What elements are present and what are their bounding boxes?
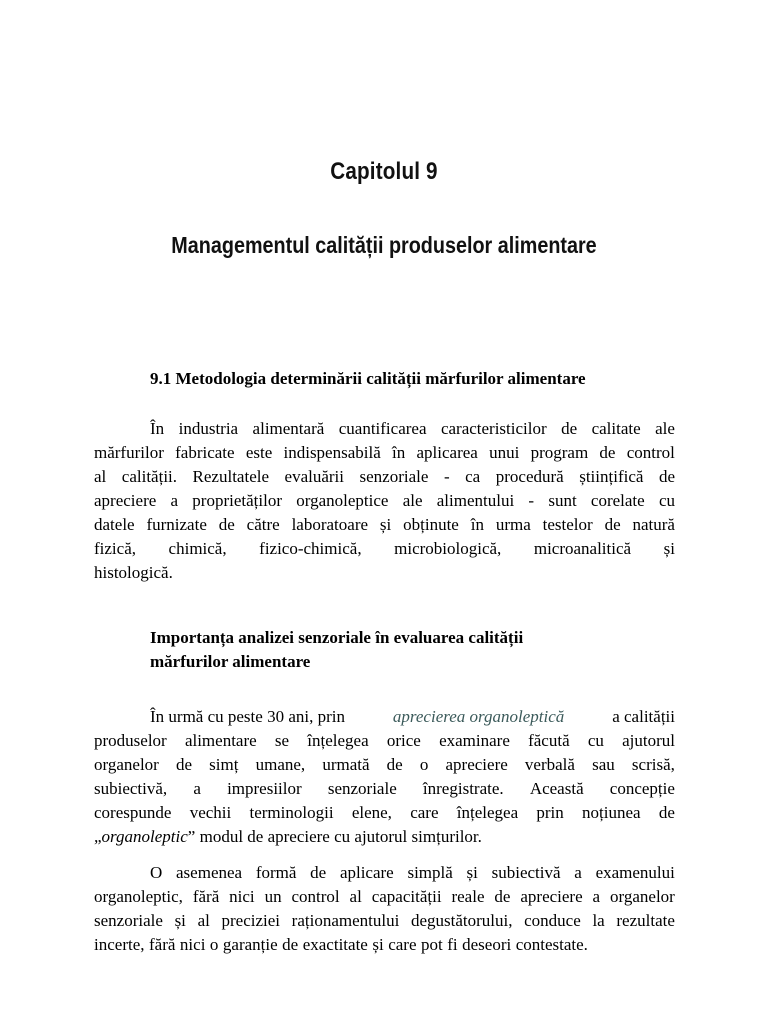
word: concepție — [609, 779, 675, 798]
paragraph-simple-form — [94, 861, 675, 957]
paragraph-line — [94, 729, 675, 753]
word: ajutorul — [622, 731, 675, 750]
paragraph-line — [94, 513, 675, 537]
word: prin — [536, 803, 564, 822]
paragraph-line — [94, 561, 675, 585]
word: și — [379, 515, 392, 534]
word: În — [150, 419, 165, 438]
word: fizico-chimică, — [259, 539, 362, 558]
word: capacității — [371, 887, 442, 906]
word: și — [466, 863, 478, 882]
word: de — [175, 755, 193, 774]
word: unui — [489, 443, 520, 462]
word: înțelegea — [456, 803, 519, 822]
word: științifică — [579, 467, 644, 486]
paragraph-line — [94, 705, 675, 729]
paragraph-line — [94, 441, 675, 465]
paragraph-line — [94, 861, 675, 885]
word: și — [174, 911, 186, 930]
word: examenului — [595, 863, 675, 882]
word: evaluării — [284, 467, 344, 486]
word: microbiologică, — [394, 539, 502, 558]
word: nici — [229, 887, 255, 906]
word: se — [274, 731, 290, 750]
word: alimentară — [252, 419, 325, 438]
word: senzoriale — [327, 779, 397, 798]
word: microanalitică — [533, 539, 632, 558]
word: apreciere — [445, 755, 508, 774]
word: subiectivă, — [94, 779, 168, 798]
word: de — [310, 863, 327, 882]
word: al — [94, 467, 107, 486]
word: obținute — [403, 515, 459, 534]
word: organoleptic, — [94, 887, 183, 906]
word: - — [443, 467, 450, 486]
word: cu — [658, 491, 675, 510]
chapter-label: Capitolul 9 — [330, 158, 438, 185]
text-segment: În urmă cu peste 30 ani, prin — [150, 707, 345, 726]
word: simplă — [407, 863, 453, 882]
word: incerte, — [94, 935, 145, 954]
word: apreciere — [94, 491, 157, 510]
word: Rezultatele — [192, 467, 270, 486]
word: de — [218, 515, 235, 534]
word: organelor — [94, 755, 159, 774]
word: pot — [421, 935, 443, 954]
word: urmată — [322, 755, 370, 774]
word: făcută — [528, 731, 570, 750]
word: senzoriale — [359, 467, 429, 486]
emphasis-term: organoleptic — [101, 827, 188, 846]
word: este — [245, 443, 273, 462]
word: indispensabilă — [283, 443, 381, 462]
word: a — [193, 779, 201, 798]
word: fabricate — [175, 443, 235, 462]
paragraph-line — [94, 885, 675, 909]
word: datele — [94, 515, 135, 534]
word: verbală — [524, 755, 575, 774]
word: reale — [451, 887, 485, 906]
paragraph-line — [94, 465, 675, 489]
word: Această — [529, 779, 584, 798]
word: contestate. — [515, 935, 588, 954]
word: alimentului — [436, 491, 515, 510]
paragraph-line — [94, 753, 675, 777]
word: deseori — [462, 935, 512, 954]
word: formă — [255, 863, 297, 882]
word: cuantificarea — [338, 419, 427, 438]
paragraph-line — [94, 489, 675, 513]
section-heading: 9.1 Metodologia determinării calității mărfurilor alimentare — [150, 369, 586, 388]
word: înregistrate. — [422, 779, 504, 798]
paragraph-line — [94, 801, 675, 825]
word: raționamentului — [291, 911, 400, 930]
subheading-line-1: Importanța analizei senzoriale în evaluarea calității — [150, 628, 524, 647]
paragraph-line — [94, 417, 675, 441]
word: a — [574, 863, 582, 882]
open-quote: „ — [94, 827, 102, 846]
word: a — [170, 491, 179, 510]
word: de — [561, 419, 578, 438]
word: al — [349, 887, 362, 906]
word: de — [658, 467, 675, 486]
word: fi — [447, 935, 458, 954]
word: calității. — [121, 467, 178, 486]
paragraph-line — [94, 909, 675, 933]
word: examinare — [439, 731, 510, 750]
word: laboratoare — [291, 515, 369, 534]
word: o — [419, 755, 429, 774]
word: preciziei — [221, 911, 281, 930]
word: rezultate — [616, 911, 675, 930]
word: către — [246, 515, 280, 534]
word: subiectivă — [491, 863, 561, 882]
word: ale — [402, 491, 423, 510]
word: înțelegea — [307, 731, 369, 750]
word: natură — [632, 515, 675, 534]
word: o — [209, 935, 219, 954]
word: control — [626, 443, 675, 462]
text-segment: a calității — [612, 707, 675, 726]
word: O — [150, 863, 163, 882]
word: asemenea — [176, 863, 243, 882]
word: orice — [386, 731, 421, 750]
word: senzoriale — [94, 911, 163, 930]
word: conduce — [524, 911, 581, 930]
word: apreciere — [520, 887, 583, 906]
word: și — [372, 935, 384, 954]
word: simț — [209, 755, 239, 774]
word: alimentare — [184, 731, 257, 750]
word: produselor — [94, 731, 167, 750]
word: exactitate — [302, 935, 368, 954]
word: umane, — [255, 755, 306, 774]
word: al — [197, 911, 210, 930]
word: la — [592, 911, 605, 930]
word: de — [282, 935, 299, 954]
word: terminologii — [249, 803, 334, 822]
word: nici — [179, 935, 206, 954]
word: degustătorului, — [410, 911, 513, 930]
word: chimică, — [168, 539, 227, 558]
paragraph-intro — [94, 417, 675, 585]
paragraph-organoleptic-history — [94, 705, 675, 849]
word: vechii — [189, 803, 232, 822]
word: scrisă, — [631, 755, 675, 774]
word: sau — [592, 755, 615, 774]
word: de — [658, 803, 675, 822]
word: un — [264, 887, 282, 906]
word: testelor — [542, 515, 593, 534]
word: organelor — [610, 887, 675, 906]
emphasis-term: aprecierea organoleptică — [392, 707, 565, 726]
word: de — [599, 443, 616, 462]
word: organoleptice — [296, 491, 389, 510]
word: aplicare — [339, 863, 394, 882]
word: de — [386, 755, 403, 774]
text-segment: ” modul de apreciere cu ajutorul simțurilor. — [187, 827, 482, 846]
word: urma — [495, 515, 531, 534]
word: noțiunea — [582, 803, 641, 822]
word: sunt — [548, 491, 577, 510]
word: cu — [587, 731, 604, 750]
word: și — [663, 539, 675, 558]
word: de — [494, 887, 511, 906]
word: calitate — [591, 419, 641, 438]
word: - — [528, 491, 535, 510]
word: proprietăților — [192, 491, 282, 510]
word: aplicarea — [416, 443, 478, 462]
word: furnizate — [146, 515, 207, 534]
subheading-line-2: mărfurilor alimentare — [150, 652, 311, 671]
word: garanție — [222, 935, 278, 954]
word: care — [388, 935, 417, 954]
word: ale — [655, 419, 675, 438]
word: corelate — [590, 491, 645, 510]
word: ca — [465, 467, 481, 486]
word: impresiilor — [227, 779, 302, 798]
word: corespunde — [94, 803, 172, 822]
paragraph-line — [94, 933, 675, 957]
word: în — [392, 443, 406, 462]
word: care — [410, 803, 439, 822]
paragraph-line — [94, 777, 675, 801]
word: mărfurilor — [94, 443, 164, 462]
word: a — [592, 887, 601, 906]
word: elene, — [351, 803, 392, 822]
word: program — [530, 443, 589, 462]
word: control — [291, 887, 340, 906]
word: caracteristicilor — [440, 419, 547, 438]
word: histologică. — [94, 563, 173, 582]
paragraph-line — [94, 825, 675, 849]
chapter-title: Managementul calității produselor alimentare — [171, 232, 597, 258]
word: în — [470, 515, 484, 534]
word: fără — [149, 935, 176, 954]
word: fără — [192, 887, 220, 906]
word: procedură — [495, 467, 564, 486]
word: de — [604, 515, 621, 534]
paragraph-line — [94, 537, 675, 561]
word: fizică, — [94, 539, 136, 558]
word: industria — [178, 419, 239, 438]
